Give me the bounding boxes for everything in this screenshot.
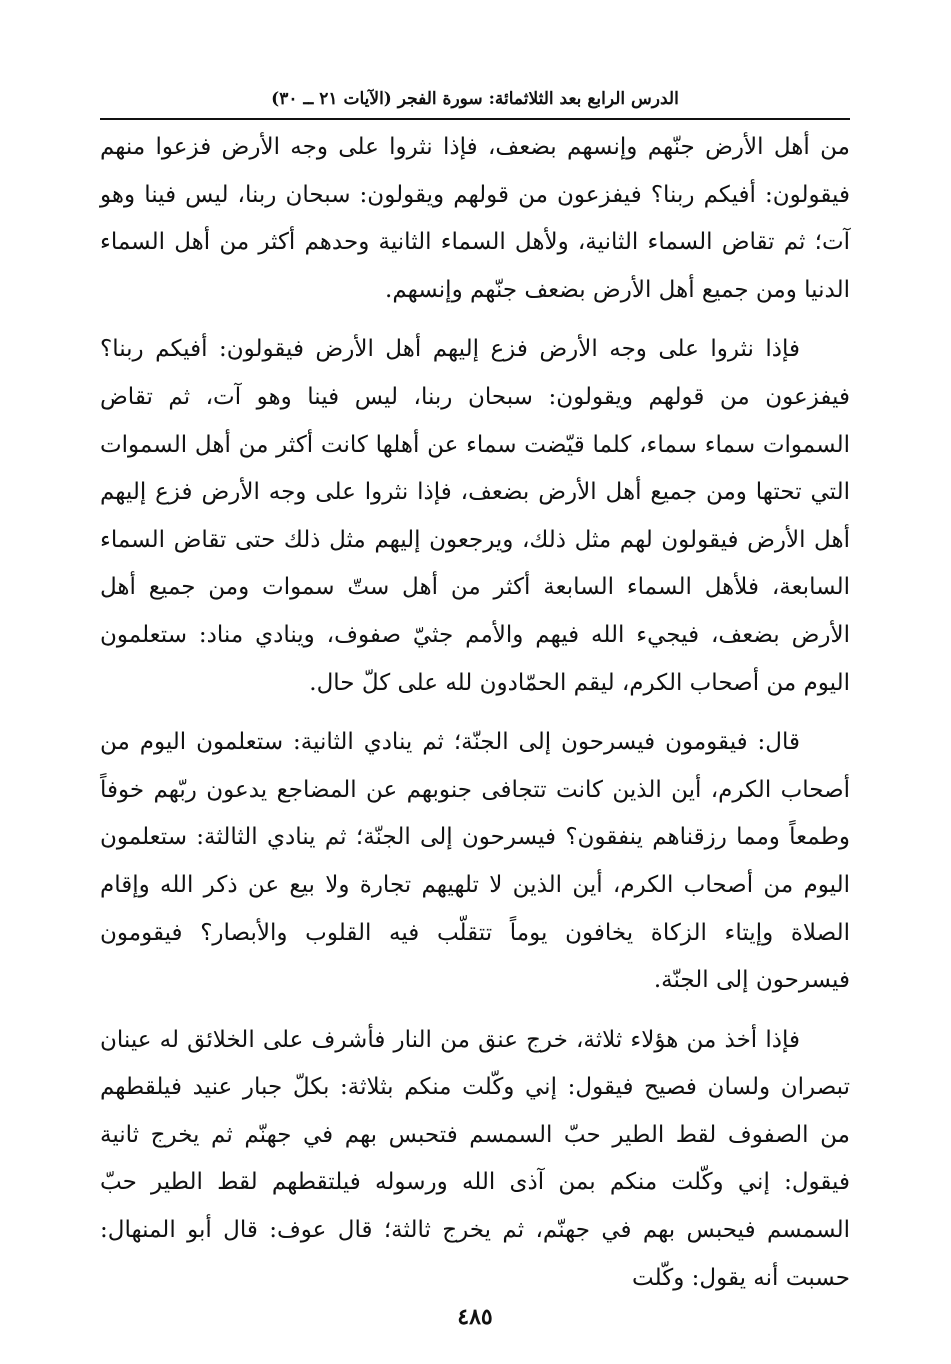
page-number: ٤٨٥	[457, 1304, 493, 1330]
running-header: الدرس الرابع بعد الثلاثمائة: سورة الفجر (الآيات ٢١ ــ ٣٠)	[271, 89, 679, 109]
paragraph-2: فإذا نثروا على وجه الأرض فزع إليهم أهل الأرض فيقولون: أفيكم ربنا؟ فيفزعون من قولهم ويقولون: سبحان ربنا، ليس فينا وهو آت، ثم تقاض السموات سماء سماء، كلما قيّضت سماء عن أهلها كانت أكثر من أهل السموات التي تحتها ومن جميع أهل الأرض بضعف، فإذا نثروا على وجه الأرض فزع إليهم أهل الأرض فيقولون لهم مثل ذلك، ويرجعون إليهم مثل ذلك حتى تقاض السماء السابعة، فلأهل السماء السابعة أكثر من أهل ستّ سموات ومن جميع أهل الأرض بضعف، فيجيء الله فيهم والأمم جثيّ صفوف، وينادي مناد: ستعلمون اليوم من أصحاب الكرم، ليقم الحمّادون لله على كلّ حال.	[100, 336, 850, 696]
paragraph-3: قال: فيقومون فيسرحون إلى الجنّة؛ ثم ينادي الثانية: ستعلمون اليوم من أصحاب الكرم، أين الذين كانت تتجافى جنوبهم عن المضاجع يدعون ربّهم خوفاً وطمعاً ومما رزقناهم ينفقون؟ فيسرحون إلى الجنّة؛ ثم ينادي الثالثة: ستعلمون اليوم من أصحاب الكرم، أين الذين لا تلهيهم تجارة ولا بيع عن ذكر الله وإقام الصلاة وإيتاء الزكاة يخافون يوماً تتقلّب فيه القلوب والأبصار؟ فيقومون فيسرحون إلى الجنّة.	[100, 729, 850, 994]
body-text	[100, 124, 850, 1302]
paragraph-4: فإذا أخذ من هؤلاء ثلاثة، خرج عنق من النار فأشرف على الخلائق له عينان تبصران ولسان فصيح فيقول: إني وكّلت منكم بثلاثة: بكلّ جبار عنيد فيلقطهم من الصفوف لقط الطير حبّ السمسم فتحبس بهم في جهنّم ثم يخرج ثانية فيقول: إني وكّلت منكم بمن آذى الله ورسوله فيلتقطهم لقط الطير حبّ السمسم فيحبس بهم في جهنّم، ثم يخرج ثالثة؛ قال عوف: قال أبو المنهال: حسبت أنه يقول: وكّلت	[100, 1026, 850, 1291]
paragraph-1: من أهل الأرض جنّهم وإنسهم بضعف، فإذا نثروا على وجه الأرض فزعوا منهم فيقولون: أفيكم ربنا؟ فيفزعون من قولهم ويقولون: سبحان ربنا، ليس فينا وهو آت؛ ثم تقاض السماء الثانية، ولأهل السماء الثانية وحدهم أكثر من أهل السماء الدنيا ومن جميع أهل الأرض بضعف جنّهم وإنسهم.	[100, 134, 850, 303]
header-divider	[100, 118, 850, 120]
